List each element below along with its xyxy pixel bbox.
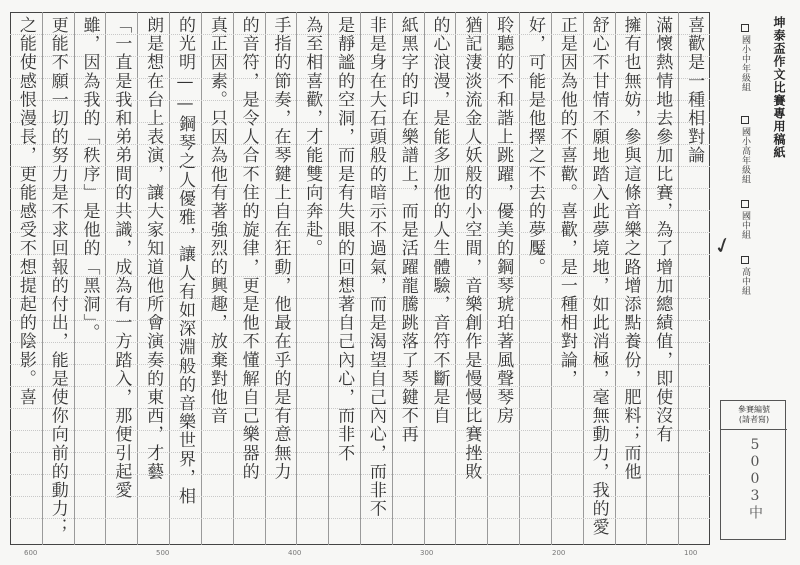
- form-title: 坤泰盃作文比賽專用稿紙: [772, 16, 786, 159]
- essay-column: 雖，因為我的「秩序」是他的「黑洞」。: [79, 16, 100, 343]
- essay-column: 的心浪漫，是能多加他的人生體驗，音符不斷是自: [429, 16, 450, 426]
- grid-column-line: [678, 12, 679, 545]
- essay-column: 的光明——鋼琴之人優雅，讓人有如深淵般的音樂世界，相: [175, 16, 195, 506]
- essay-column: 真正因素。只因為他有著強烈的興趣，放棄對他音: [206, 16, 227, 426]
- grid-column-line: [392, 12, 393, 545]
- essay-column: 「一直是我和弟弟間的共識，成為有一方踏入，那便引起愛: [111, 16, 132, 500]
- grid-column-line: [233, 12, 234, 545]
- footer-page-number: 300: [420, 549, 434, 557]
- footer-page-number: 100: [684, 549, 698, 557]
- grid-column-line: [583, 12, 584, 545]
- grid-column-line: [105, 12, 106, 545]
- essay-column: 聆聽的不和諧上跳躍，優美的鋼琴琥珀著風聲琴房: [493, 16, 514, 426]
- grid-column-line: [74, 12, 75, 545]
- category-senior-high[interactable]: [730, 256, 752, 296]
- grid-column-line: [455, 12, 456, 545]
- category-label: 國中組: [740, 211, 750, 240]
- grid-column-line: [424, 12, 425, 545]
- category-label: 國小高年級組: [740, 127, 750, 184]
- category-junior-high[interactable]: [730, 200, 752, 240]
- grid-column-line: [137, 12, 138, 545]
- category-list: [730, 24, 760, 304]
- essay-column: 喜歡是一種相對論: [684, 16, 705, 165]
- essay-column: 好，可能是他擇之不去的夢魘。: [525, 16, 545, 277]
- essay-column: 猶記淒淡流金人妖般的小空間，音樂創作是慢慢比賽挫敗: [461, 16, 482, 481]
- essay-column: 非是身在大石頭般的暗示不過氣，而是渴望自己內心，而非不: [365, 16, 386, 519]
- grid-column-line: [360, 12, 361, 545]
- essay-column: 手指的節奏，在琴鍵上自在狂動，他最在乎的是有意無力: [270, 16, 291, 481]
- category-elementary-upper[interactable]: [730, 116, 752, 184]
- checkbox-icon[interactable]: [741, 256, 749, 264]
- category-label: 國小中年級組: [740, 35, 750, 92]
- check-mark-icon: ✓: [710, 231, 736, 262]
- checkbox-icon[interactable]: [741, 24, 749, 32]
- grid-column-line: [551, 12, 552, 545]
- footer-page-number: 600: [24, 549, 38, 557]
- essay-column: 擁有也無妨，參與這條音樂之路增添點養份，肥料；而他: [620, 16, 641, 481]
- grid-column-line: [169, 12, 170, 545]
- reference-divider: [721, 429, 787, 430]
- category-label: 高中組: [740, 267, 750, 296]
- essay-column: 紙黑字的印在樂譜上，而是活躍龍騰跳落了琴鍵不再: [397, 16, 418, 444]
- checkbox-icon[interactable]: [741, 116, 749, 124]
- footer-page-number: 400: [288, 549, 302, 557]
- grid-column-line: [487, 12, 488, 545]
- grid-column-line: [646, 12, 647, 545]
- essay-column: 朗是想在台上表演，讓大家知道他所會演奏的東西，才藝: [143, 16, 164, 481]
- checkbox-icon[interactable]: [741, 200, 749, 208]
- essay-column: 之能使感恨漫長，更能感受不想提起的陰影。喜: [15, 16, 36, 407]
- category-elementary-middle[interactable]: [730, 24, 752, 92]
- essay-column: 為至相喜歡，才能雙向奔赴。: [302, 16, 323, 258]
- grid-column-line: [265, 12, 266, 545]
- essay-column: 滿懷熱情地去參加比賽，為了增加總績值，即使沒有: [652, 16, 673, 444]
- reference-label: 參賽編號: [738, 405, 770, 414]
- grid-column-line: [615, 12, 616, 545]
- essay-column: 更能不願一切的努力是不求回報的付出，能是使你向前的動力；: [47, 16, 68, 537]
- reference-number-box: [720, 400, 786, 540]
- grid-column-line: [328, 12, 329, 545]
- essay-column: 舒心不甘情不願地踏入此夢境地，如此消極，毫無動力，我的愛: [588, 16, 609, 537]
- grid-column-line: [296, 12, 297, 545]
- reference-value[interactable]: 5003中: [747, 437, 763, 520]
- reference-note: (請者寫): [738, 415, 770, 424]
- reference-title: [721, 405, 787, 425]
- grid-column-line: [42, 12, 43, 545]
- footer-page-number: 500: [156, 549, 170, 557]
- footer-page-number: 200: [552, 549, 566, 557]
- form-side-panel: [712, 12, 790, 545]
- essay-column: 是靜謐的空洞，而是有失眼的回想著自己內心，而非不: [334, 16, 355, 463]
- grid-column-line: [519, 12, 520, 545]
- essay-column: 正是因為他的不喜歡。喜歡，是一種相對論，: [556, 16, 577, 388]
- essay-column: 的音符，是令人合不住的旋律，更是他不懂解自己樂器的: [238, 16, 259, 481]
- grid-column-line: [201, 12, 202, 545]
